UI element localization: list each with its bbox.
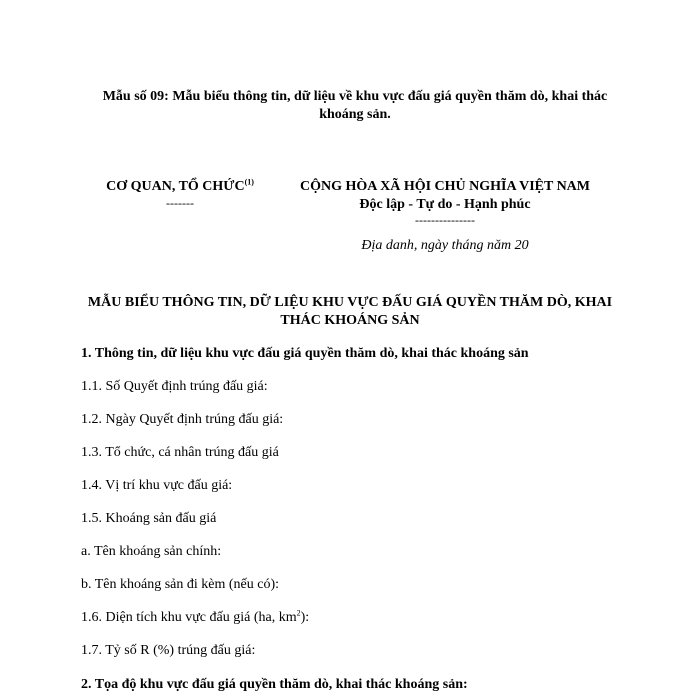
form-title: Mẫu số 09: Mẫu biểu thông tin, dữ liệu về khu vực đấu giá quyền thăm dò, khai thác khoáng sản.: [102, 89, 608, 122]
section-1-title: 1. Thông tin, dữ liệu khu vực đấu giá quyền thăm dò, khai thác khoáng sản: [81, 346, 529, 361]
item-1-5: 1.5. Khoáng sản đấu giá: [81, 511, 217, 526]
organization-divider: -------: [166, 196, 194, 210]
item-1-5-b: b. Tên khoáng sản đi kèm (nếu có):: [81, 577, 280, 592]
item-1-7: 1.7. Tỷ số R (%) trúng đấu giá:: [81, 643, 256, 658]
nation-header: [280, 178, 610, 226]
nation-motto: Độc lập - Tự do - Hạnh phúc: [359, 197, 531, 212]
organization-footnote: (1): [244, 177, 254, 187]
item-1-4: 1.4. Vị trí khu vực đấu giá:: [81, 478, 233, 493]
item-1-6-end: ):: [300, 610, 310, 625]
organization-header: [90, 178, 270, 210]
document-heading: MẪU BIỂU THÔNG TIN, DỮ LIỆU KHU VỰC ĐẤU GIÁ QUYỀN THĂM DÒ, KHAI THÁC KHOÁNG SẢN: [87, 295, 613, 328]
section-2-title: 2. Tọa độ khu vực đấu giá quyền thăm dò, khai thác khoáng sản:: [81, 677, 468, 692]
organization-label-line: [90, 178, 270, 196]
item-1-6: [81, 609, 309, 627]
item-1-2: 1.2. Ngày Quyết định trúng đấu giá:: [81, 412, 284, 427]
nation-name: CỘNG HÒA XÃ HỘI CHỦ NGHĨA VIỆT NAM: [299, 179, 590, 194]
place-date: Địa danh, ngày tháng năm 20: [361, 238, 529, 253]
nation-divider: ---------------: [415, 213, 475, 227]
item-1-5-a: a. Tên khoáng sản chính:: [81, 544, 222, 559]
organization-label: CƠ QUAN, TỔ CHỨC: [106, 179, 245, 194]
item-1-6-superscript: 2: [296, 608, 301, 618]
item-1-3: 1.3. Tổ chức, cá nhân trúng đấu giá: [81, 445, 279, 460]
item-1-1: 1.1. Số Quyết định trúng đấu giá:: [81, 379, 268, 394]
item-1-6-text: 1.6. Diện tích khu vực đấu giá (ha, km: [81, 610, 297, 625]
